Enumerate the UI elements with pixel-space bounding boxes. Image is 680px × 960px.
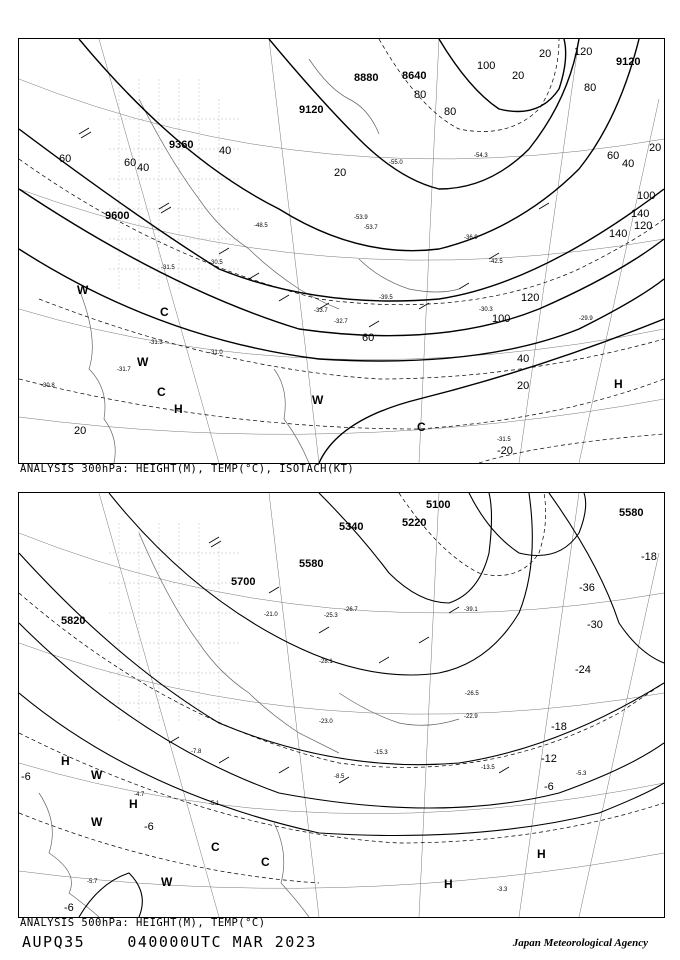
temperature-label: -13.5 xyxy=(481,765,495,771)
isotach-label: 60 xyxy=(607,150,620,162)
temperature-label: -4.7 xyxy=(134,792,145,798)
height-label: 8880 xyxy=(354,72,379,84)
isotach-label: 40 xyxy=(137,162,150,174)
warm-marker: W xyxy=(312,393,324,407)
warm-marker: W xyxy=(91,815,103,829)
isotach-label: 60 xyxy=(59,153,72,165)
isotach-label: 80 xyxy=(444,106,457,118)
high-marker: H xyxy=(61,754,70,768)
isotach-label: 80 xyxy=(414,89,427,101)
height-label: 8640 xyxy=(402,70,427,82)
cold-marker: C xyxy=(211,840,220,854)
warm-marker: W xyxy=(161,875,173,889)
temperature-label: -31.5 xyxy=(497,437,511,443)
high-marker: H xyxy=(129,797,138,811)
temperature-label: -33.7 xyxy=(314,308,328,314)
warm-marker: W xyxy=(91,768,103,782)
temperature-label: -31.5 xyxy=(161,265,175,271)
high-marker: H xyxy=(614,377,623,391)
temperature-label: -20 xyxy=(497,445,513,457)
temperature-label: -29.9 xyxy=(579,316,593,322)
isotherm-label: -12 xyxy=(541,753,557,765)
isotherm-label: -36 xyxy=(579,582,595,594)
temperature-label: -3.3 xyxy=(497,887,508,893)
temperature-label: -55.0 xyxy=(389,160,403,166)
temperature-label: -39.5 xyxy=(379,295,393,301)
height-label: 5700 xyxy=(231,576,256,588)
valid-time: 040000UTC MAR 2023 xyxy=(127,933,317,951)
temperature-label: -21.0 xyxy=(264,612,278,618)
temperature-label: -30.5 xyxy=(209,260,223,266)
map-500hpa xyxy=(18,492,665,918)
temperature-label: -7.8 xyxy=(191,749,202,755)
chart-identifier xyxy=(22,933,317,951)
temperature-label: -31.7 xyxy=(117,367,131,373)
cold-marker: C xyxy=(157,385,166,399)
cold-marker: C xyxy=(160,305,169,319)
cold-marker: C xyxy=(417,420,426,434)
cold-marker: C xyxy=(261,855,270,869)
high-marker: H xyxy=(174,402,183,416)
height-label: 5100 xyxy=(426,499,451,511)
high-marker: H xyxy=(537,847,546,861)
temperature-label: -48.5 xyxy=(254,223,268,229)
caption-300hpa: ANALYSIS 300hPa: HEIGHT(M), TEMP(°C), ISOTACH(KT) xyxy=(20,463,355,475)
height-label: 9600 xyxy=(105,210,130,222)
temperature-label: -39.1 xyxy=(464,607,478,613)
height-contours xyxy=(19,39,664,463)
isotach-label: 20 xyxy=(649,142,662,154)
temperature-label: -32.7 xyxy=(334,319,348,325)
coastline xyxy=(79,59,459,463)
isotach-label: 40 xyxy=(219,145,232,157)
isotach-label: 20 xyxy=(539,48,552,60)
agency-name: Japan Meteorological Agency xyxy=(512,937,648,949)
map-500hpa-canvas xyxy=(19,493,664,917)
warm-marker: W xyxy=(137,355,149,369)
temperature-label: -36.9 xyxy=(464,235,478,241)
isotach-contours xyxy=(19,39,664,463)
height-label: 5340 xyxy=(339,521,364,533)
isotherm-label: -18 xyxy=(641,551,657,563)
height-label: 5580 xyxy=(299,558,324,570)
temperature-label: -5.3 xyxy=(576,771,587,777)
temperature-label: -54.3 xyxy=(474,153,488,159)
temperature-label: -8.5 xyxy=(334,774,345,780)
isotach-label: 20 xyxy=(517,380,530,392)
isotach-label: 100 xyxy=(477,60,496,72)
isotherm-label: -6 xyxy=(64,902,74,914)
height-contours xyxy=(19,493,664,917)
isotherm-label: -6 xyxy=(21,771,31,783)
high-marker: H xyxy=(444,877,453,891)
isotach-label: 80 xyxy=(584,82,597,94)
isotach-label: 100 xyxy=(492,313,511,325)
hatch-region xyxy=(109,79,239,289)
map-300hpa-canvas xyxy=(19,39,664,463)
temperature-label: -22.9 xyxy=(464,714,478,720)
temperature-label: -30.8 xyxy=(41,383,55,389)
temperature-label: -23.0 xyxy=(319,719,333,725)
temperature-label: -26.5 xyxy=(465,691,479,697)
isotach-label: 100 xyxy=(637,190,656,202)
isotherm-label: -30 xyxy=(587,619,603,631)
isotach-label: 140 xyxy=(609,228,628,240)
isotherm-label: -6 xyxy=(544,781,554,793)
temperature-label: -31.0 xyxy=(209,350,223,356)
isotach-label: 40 xyxy=(517,353,530,365)
isotach-label: 20 xyxy=(74,425,87,437)
height-label: 5580 xyxy=(619,507,644,519)
temperature-label: -26.7 xyxy=(344,607,358,613)
temperature-label: -28.1 xyxy=(319,659,333,665)
isotach-label: 20 xyxy=(334,167,347,179)
isotach-label: 120 xyxy=(634,220,653,232)
isotach-label: 140 xyxy=(631,208,650,220)
isotherm-label: -6 xyxy=(144,821,154,833)
height-label: 9120 xyxy=(299,104,324,116)
height-label: 9360 xyxy=(169,139,194,151)
caption-500hpa: ANALYSIS 500hPa: HEIGHT(M), TEMP(°C) xyxy=(20,917,266,929)
temperature-label: -53.7 xyxy=(364,225,378,231)
isotach-label: 120 xyxy=(574,46,593,58)
coastline xyxy=(39,533,459,917)
temperature-label: -5.1 xyxy=(209,801,220,807)
isotherm-label: -24 xyxy=(575,664,591,676)
height-label: 5220 xyxy=(402,517,427,529)
map-300hpa xyxy=(18,38,665,464)
height-label: 5820 xyxy=(61,615,86,627)
isotach-label: 40 xyxy=(622,158,635,170)
temperature-label: -15.3 xyxy=(374,750,388,756)
latlon-grid xyxy=(19,39,664,463)
temperature-label: -42.5 xyxy=(489,259,503,265)
temperature-label: -30.3 xyxy=(479,307,493,313)
temperature-label: -31.3 xyxy=(149,340,163,346)
temperature-label: -25.3 xyxy=(324,613,338,619)
isotherm-label: -18 xyxy=(551,721,567,733)
height-label: 9120 xyxy=(616,56,641,68)
wind-barbs xyxy=(169,537,509,783)
latlon-grid xyxy=(19,493,664,917)
isotach-label: 60 xyxy=(362,332,375,344)
warm-marker: W xyxy=(77,283,89,297)
isotach-label: 60 xyxy=(124,157,137,169)
temperature-label: -5.7 xyxy=(87,879,98,885)
isotach-label: 20 xyxy=(512,70,525,82)
isotach-label: 120 xyxy=(521,292,540,304)
temperature-label: -53.9 xyxy=(354,215,368,221)
chart-code: AUPQ35 xyxy=(22,933,86,951)
